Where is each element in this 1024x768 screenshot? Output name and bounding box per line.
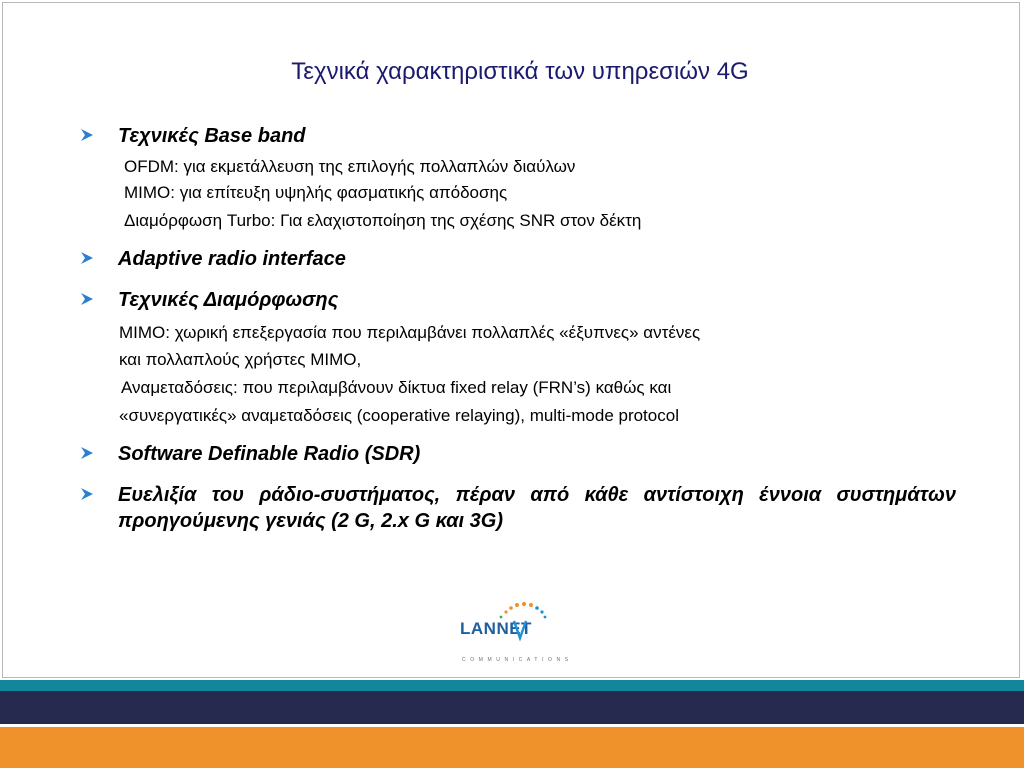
svg-text:LANNET: LANNET [460,619,532,638]
bullet-heading: Τεχνικές Base band [118,125,306,147]
bullet-arrow-icon [80,487,94,501]
bullet-arrow-icon [80,292,94,306]
bullet-arrow-icon [80,128,94,142]
slide-title: Τεχνικά χαρακτηριστικά των υπηρεσιών 4G [291,58,749,85]
bullet-line: «συνεργατικές» αναμεταδόσεις (cooperative relaying), multi-mode protocol [119,406,679,425]
bullet-arrow-icon [80,251,94,265]
lannet-logo-graphic [456,600,586,670]
bullet-heading: Adaptive radio interface [118,248,346,270]
bullet-heading: Ευελιξία του ράδιο-συστήματος, πέραν από κάθε αντίστοιχη έννοια συστημάτων προηγούμενης γενιάς (2 G, 2.x G και 3G) [118,484,956,532]
bullet-line: MIMO: χωρική επεξεργασία που περιλαμβάνει πολλαπλές «έξυπνες» αντένες [119,323,701,342]
bullet-line: Αναμεταδόσεις: που περιλαμβάνουν δίκτυα fixed relay (FRN’s) καθώς και [121,378,672,397]
footer-stripe-teal [0,680,1024,691]
footer-stripe-orange [0,727,1024,768]
footer-stripe-navy [0,691,1024,724]
bullet-arrow-icon [80,446,94,460]
bullet-line: Διαμόρφωση Turbo: Για ελαχιστοποίηση της σχέσης SNR στον δέκτη [124,211,642,230]
bullet-heading: Software Definable Radio (SDR) [118,443,421,465]
bullet-line: και πολλαπλούς χρήστες MIMO, [119,350,362,369]
svg-text:COMMUNICATIONS: COMMUNICATIONS [462,657,573,663]
bullet-line: MIMO: για επίτευξη υψηλής φασματικής απόδοσης [124,183,508,202]
bullet-line: OFDM: για εκμετάλλευση της επιλογής πολλαπλών διαύλων [124,157,576,176]
bullet-heading: Τεχνικές Διαμόρφωσης [118,289,339,311]
lannet-logo [456,600,586,670]
